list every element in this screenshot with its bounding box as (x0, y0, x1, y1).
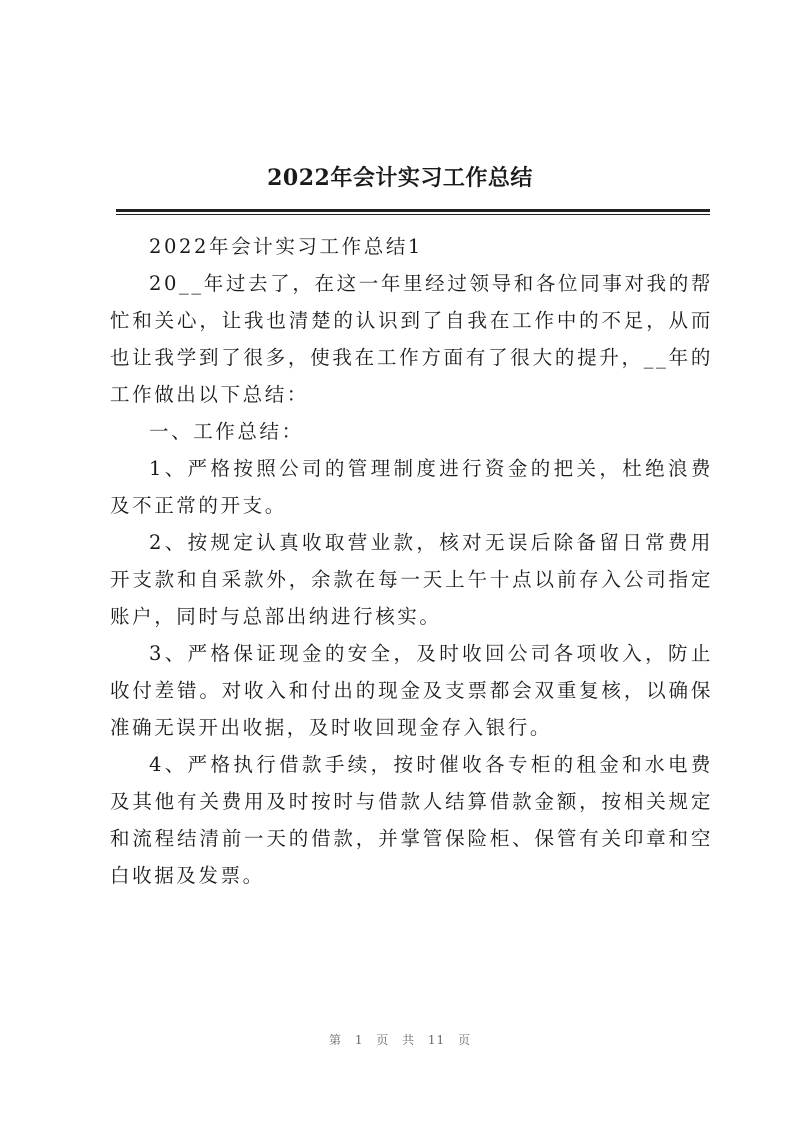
list-item-4: 4、严格执行借款手续，按时催收各专柜的租金和水电费及其他有关费用及时按时与借款人结算借款金额，按相关规定和流程结清前一天的借款，并掌管保险柜、保管有关印章和空白收据及发票。 (110, 753, 713, 887)
list-item-3: 3、严格保证现金的安全，及时收回公司各项收入，防止收付差错。对收入和付出的现金及支票都会双重复核，以确保准确无误开出收据，及时收回现金存入银行。 (110, 642, 713, 739)
intro-paragraph: 20__年过去了，在这一年里经过领导和各位同事对我的帮忙和关心，让我也清楚的认识到了自我在工作中的不足，从而也让我学到了很多，使我在工作方面有了很大的提升，__年的工作做出以下总结： (110, 272, 713, 406)
document-body (110, 228, 713, 894)
page-footer: 第 1 页 共 11 页 (329, 1033, 471, 1047)
title-divider (116, 209, 710, 212)
subsection-heading: 一、工作总结： (149, 420, 304, 443)
section-heading: 2022年会计实习工作总结1 (149, 235, 423, 258)
document-title: 2022年会计实习工作总结 (267, 165, 533, 191)
list-item-1: 1、严格按照公司的管理制度进行资金的把关，杜绝浪费及不正常的开支。 (110, 457, 713, 517)
list-item-2: 2、按规定认真收取营业款，核对无误后除备留日常费用开支款和自采款外，余款在每一天上午十点以前存入公司指定账户，同时与总部出纳进行核实。 (110, 531, 713, 628)
